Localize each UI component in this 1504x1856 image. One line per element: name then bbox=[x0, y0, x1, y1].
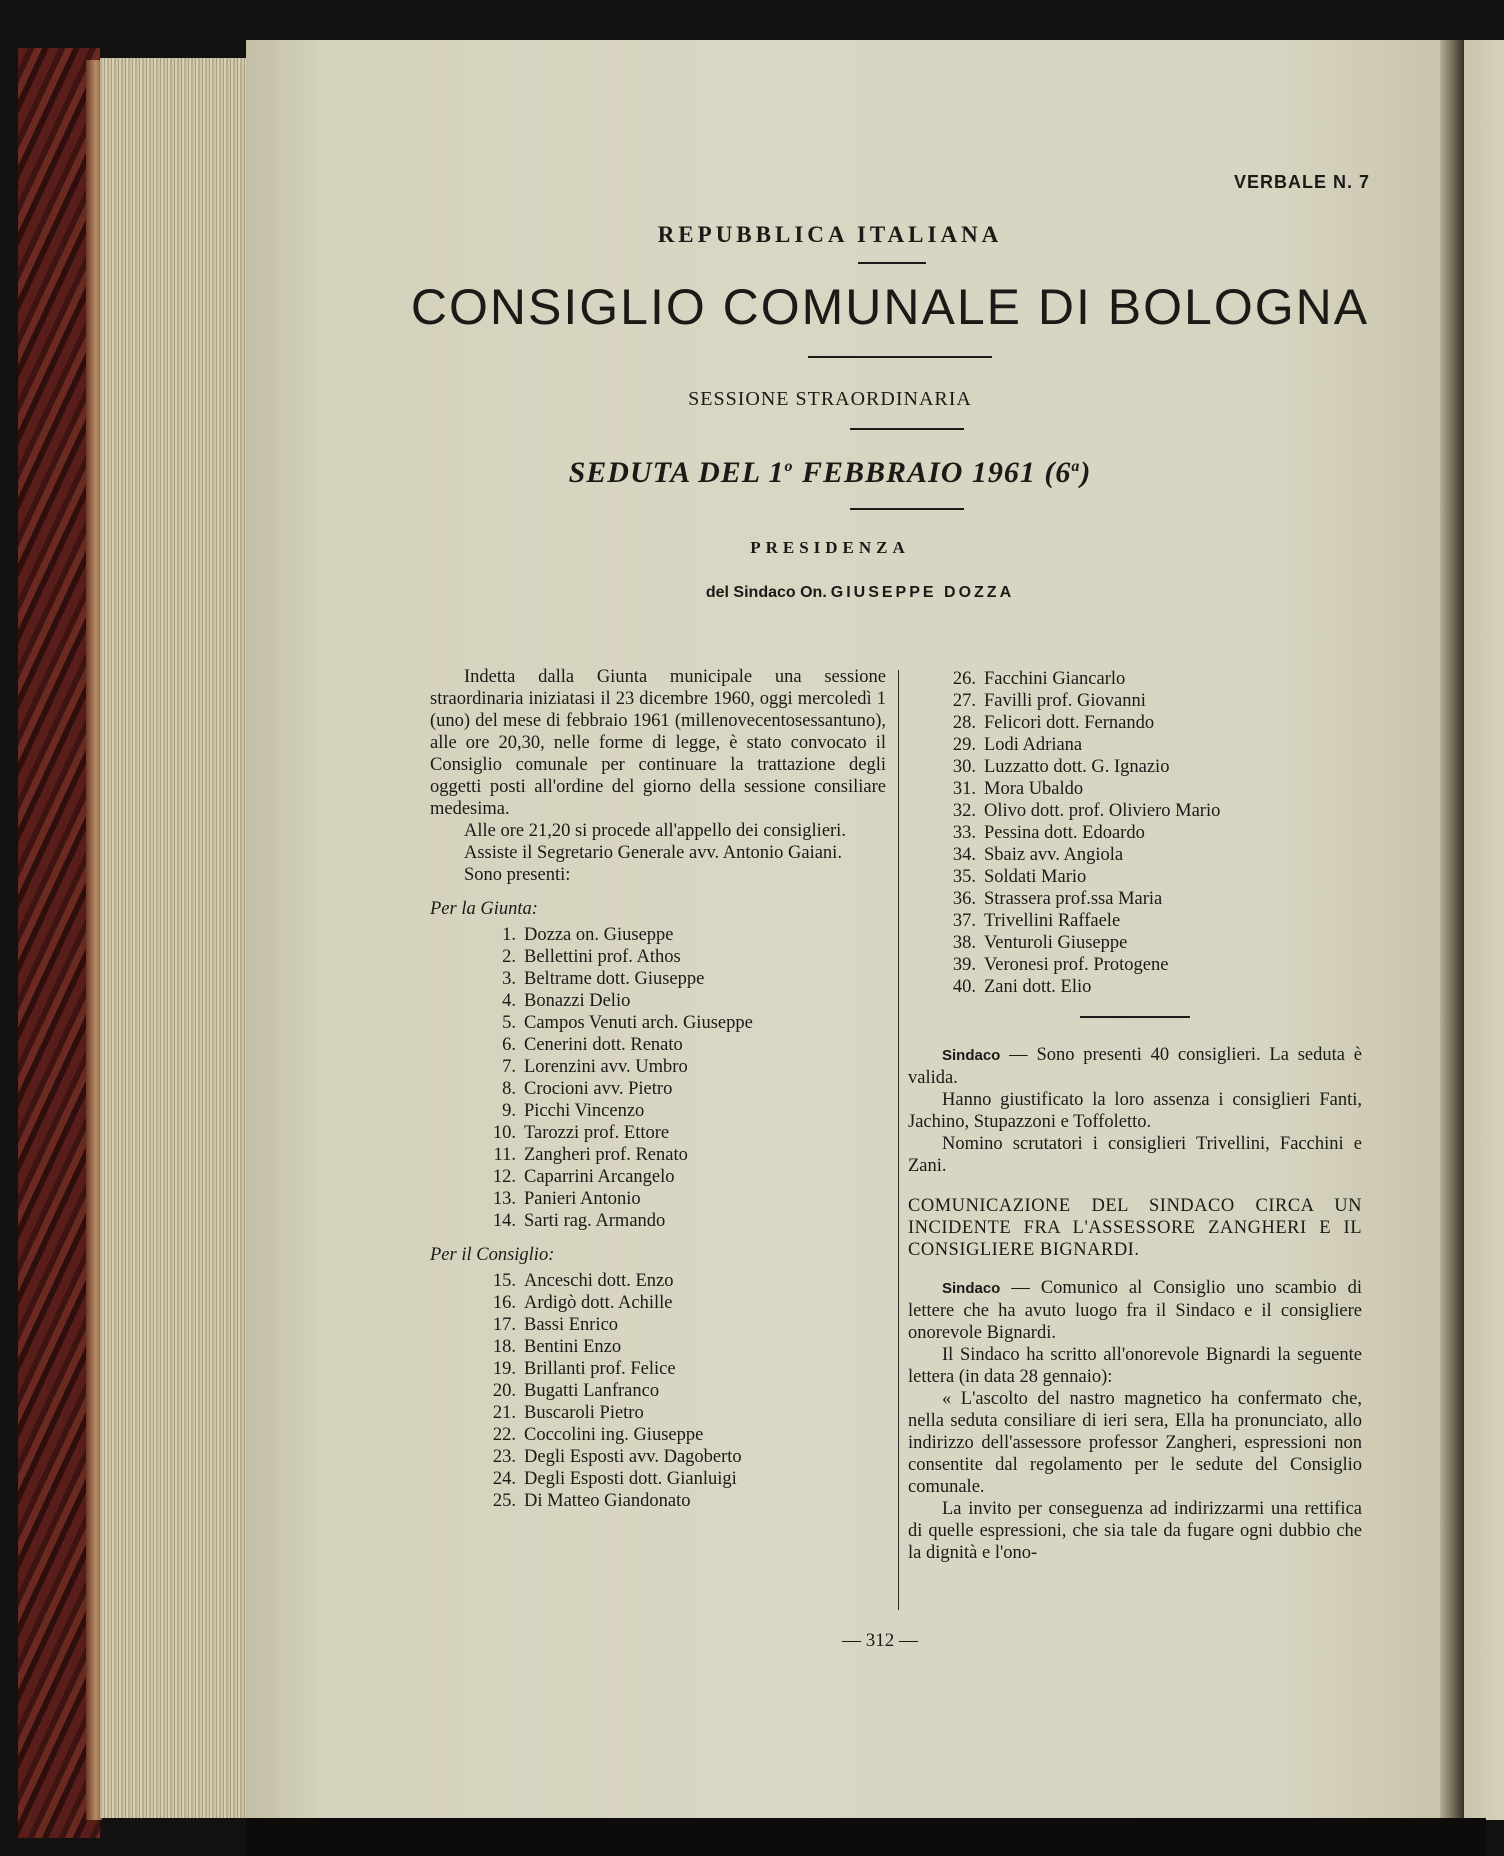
item-number: 3. bbox=[502, 969, 516, 989]
list-item bbox=[480, 946, 886, 968]
item-number: 37. bbox=[952, 911, 976, 931]
item-name: Trivellini Raffaele bbox=[984, 911, 1121, 931]
item-number: 17. bbox=[492, 1315, 516, 1335]
item-name: Strassera prof.ssa Maria bbox=[984, 889, 1163, 909]
item-name: Degli Esposti dott. Gianluigi bbox=[524, 1469, 737, 1489]
lettera-intro-paragraph: Il Sindaco ha scritto all'onorevole Bignardi la seguente lettera (in data 28 gennaio): bbox=[908, 1345, 1362, 1387]
list-item bbox=[940, 866, 1360, 888]
scrutatori-paragraph: Nomino scrutatori i consiglieri Trivellini, Facchini e Zani. bbox=[908, 1134, 1362, 1176]
item-number: 1. bbox=[502, 925, 516, 945]
segretario-paragraph: Assiste il Segretario Generale avv. Antonio Gaiani. bbox=[464, 843, 842, 863]
item-name: Veronesi prof. Protogene bbox=[984, 955, 1169, 975]
list-item bbox=[480, 968, 886, 990]
list-item bbox=[940, 844, 1360, 866]
item-name: Bugatti Lanfranco bbox=[524, 1381, 660, 1401]
list-item bbox=[480, 1144, 886, 1166]
item-name: Lodi Adriana bbox=[984, 735, 1083, 755]
item-name: Tarozzi prof. Ettore bbox=[524, 1123, 670, 1143]
item-name: Buscaroli Pietro bbox=[524, 1403, 644, 1423]
item-number: 23. bbox=[492, 1447, 516, 1467]
divider-rule bbox=[850, 428, 964, 430]
list-item bbox=[480, 1122, 886, 1144]
intro-paragraph: Indetta dalla Giunta municipale una sessione straordinaria iniziatasi il 23 dicembre 1960, oggi mercoledì 1 (uno) del mese di febbraio 1961 (millenovecentosessantuno), alle ore 20,30, nelle forme di legge, è stato convocato il Consiglio comunale per continuare la trattazione degli oggetti posti all'ordine del giorno della sessione consiliare medesima. bbox=[430, 667, 886, 819]
item-number: 12. bbox=[492, 1167, 516, 1187]
item-number: 10. bbox=[492, 1123, 516, 1143]
seduta-date: FEBBRAIO 1961 (6 bbox=[793, 456, 1072, 489]
item-name: Favilli prof. Giovanni bbox=[984, 691, 1146, 711]
item-name: Soldati Mario bbox=[984, 867, 1087, 887]
list-item bbox=[480, 1380, 886, 1402]
verbale-number: VERBALE N. 7 bbox=[1233, 172, 1370, 192]
item-number: 13. bbox=[492, 1189, 516, 1209]
list-item bbox=[940, 888, 1360, 910]
item-name: Beltrame dott. Giuseppe bbox=[524, 969, 705, 989]
session-title: SESSIONE STRAORDINARIA bbox=[688, 388, 972, 410]
facing-page-edge bbox=[1464, 40, 1504, 1820]
item-name: Bonazzi Delio bbox=[524, 991, 631, 1011]
item-number: 4. bbox=[502, 991, 516, 1011]
item-number: 16. bbox=[492, 1293, 516, 1313]
list-item bbox=[480, 1336, 886, 1358]
item-name: Olivo dott. prof. Oliviero Mario bbox=[984, 801, 1221, 821]
consiglio-label: Per il Consiglio: bbox=[430, 1245, 555, 1265]
item-number: 34. bbox=[952, 845, 976, 865]
list-item bbox=[480, 1078, 886, 1100]
item-name: Di Matteo Giandonato bbox=[524, 1491, 691, 1511]
item-number: 28. bbox=[952, 713, 976, 733]
list-end-rule bbox=[1080, 1016, 1190, 1018]
item-name: Bentini Enzo bbox=[524, 1337, 622, 1357]
list-item bbox=[480, 1292, 886, 1314]
item-number: 31. bbox=[952, 779, 976, 799]
presenti-paragraph: Sono presenti: bbox=[464, 865, 571, 885]
republic-title: REPUBBLICA ITALIANA bbox=[657, 222, 1003, 247]
speaker-label: Sindaco bbox=[942, 1280, 1001, 1297]
item-number: 38. bbox=[952, 933, 976, 953]
lettera-paragraph-2: La invito per conseguenza ad indirizzarmi una rettifica di quelle espressioni, che sia tale da fugare ogni dubbio che la dignità e l'ono- bbox=[908, 1499, 1362, 1563]
item-name: Picchi Vincenzo bbox=[524, 1101, 645, 1121]
item-name: Coccolini ing. Giuseppe bbox=[524, 1425, 704, 1445]
list-item bbox=[480, 1056, 886, 1078]
item-name: Bassi Enrico bbox=[524, 1315, 619, 1335]
list-item bbox=[940, 910, 1360, 932]
presidenza-label: PRESIDENZA bbox=[750, 538, 910, 557]
list-item bbox=[940, 932, 1360, 954]
item-name: Panieri Antonio bbox=[524, 1189, 641, 1209]
item-number: 40. bbox=[952, 977, 976, 997]
item-name: Campos Venuti arch. Giuseppe bbox=[524, 1013, 753, 1033]
seduta-title bbox=[480, 456, 1180, 490]
consiglio-list-continued bbox=[940, 668, 1360, 998]
list-item bbox=[480, 924, 886, 946]
item-number: 8. bbox=[502, 1079, 516, 1099]
item-name: Bellettini prof. Athos bbox=[524, 947, 681, 967]
list-item bbox=[940, 778, 1360, 800]
item-number: 27. bbox=[952, 691, 976, 711]
list-item bbox=[480, 1446, 886, 1468]
list-item bbox=[940, 712, 1360, 734]
speaker-label: Sindaco bbox=[942, 1047, 1001, 1064]
column-divider bbox=[898, 670, 899, 1610]
item-number: 21. bbox=[492, 1403, 516, 1423]
list-item bbox=[480, 1424, 886, 1446]
paragraph-text: — Sono presenti 40 consiglieri. La seduta è valida. bbox=[908, 1045, 1362, 1088]
right-column-body bbox=[908, 1044, 1362, 1564]
list-item bbox=[940, 954, 1360, 976]
item-name: Felicori dott. Fernando bbox=[984, 713, 1155, 733]
list-item bbox=[940, 668, 1360, 690]
list-item bbox=[480, 1358, 886, 1380]
lettera-paragraph-1: « L'ascolto del nastro magnetico ha confermato che, nella seduta consiliare di ieri sera, Ella ha pronunciato, allo indirizzo dell'assessore professor Zangheri, espressioni non consentite dal regolamento per le sedute del Consiglio comunale. bbox=[908, 1389, 1362, 1497]
seduta-sup: o bbox=[784, 458, 794, 475]
item-number: 5. bbox=[502, 1013, 516, 1033]
list-item bbox=[940, 800, 1360, 822]
item-number: 6. bbox=[502, 1035, 516, 1055]
list-item bbox=[940, 756, 1360, 778]
divider-rule bbox=[808, 356, 992, 358]
item-name: Zani dott. Elio bbox=[984, 977, 1092, 997]
item-name: Degli Esposti avv. Dagoberto bbox=[524, 1447, 742, 1467]
list-item bbox=[480, 1188, 886, 1210]
seduta-close: ) bbox=[1080, 456, 1092, 489]
list-item bbox=[940, 690, 1360, 712]
item-number: 20. bbox=[492, 1381, 516, 1401]
item-number: 39. bbox=[952, 955, 976, 975]
list-item bbox=[480, 1166, 886, 1188]
item-number: 15. bbox=[492, 1271, 516, 1291]
giunta-label: Per la Giunta: bbox=[430, 899, 538, 919]
president-prefix: del Sindaco On. bbox=[705, 584, 827, 601]
president-name: GIUSEPPE DOZZA bbox=[830, 584, 1015, 601]
item-number: 2. bbox=[502, 947, 516, 967]
item-name: Ardigò dott. Achille bbox=[524, 1293, 673, 1313]
list-item bbox=[940, 734, 1360, 756]
item-name: Dozza on. Giuseppe bbox=[524, 925, 674, 945]
item-number: 24. bbox=[492, 1469, 516, 1489]
president-line bbox=[600, 584, 1120, 602]
item-number: 18. bbox=[492, 1337, 516, 1357]
item-name: Lorenzini avv. Umbro bbox=[524, 1057, 688, 1077]
divider-rule bbox=[858, 262, 926, 264]
assenze-paragraph: Hanno giustificato la loro assenza i consiglieri Fanti, Jachino, Stupazzoni e Toffoletto. bbox=[908, 1090, 1362, 1132]
item-name: Facchini Giancarlo bbox=[984, 669, 1126, 689]
item-name: Caparrini Arcangelo bbox=[524, 1167, 675, 1187]
item-name: Cenerini dott. Renato bbox=[524, 1035, 683, 1055]
list-item bbox=[480, 1012, 886, 1034]
divider-rule bbox=[850, 508, 964, 510]
item-number: 29. bbox=[952, 735, 976, 755]
section-heading: COMUNICAZIONE DEL SINDACO CIRCA UN INCIDENTE FRA L'ASSESSORE ZANGHERI E IL CONSIGLIERE BIGNARDI. bbox=[908, 1196, 1362, 1260]
list-item bbox=[480, 1490, 886, 1512]
item-name: Zangheri prof. Renato bbox=[524, 1145, 688, 1165]
list-item bbox=[940, 976, 1360, 998]
item-name: Crocioni avv. Pietro bbox=[524, 1079, 673, 1099]
scan-background bbox=[246, 1818, 1486, 1856]
list-item bbox=[480, 1100, 886, 1122]
item-name: Sarti rag. Armando bbox=[524, 1211, 666, 1231]
item-number: 7. bbox=[502, 1057, 516, 1077]
list-item bbox=[940, 822, 1360, 844]
consiglio-list bbox=[480, 1270, 886, 1512]
item-number: 36. bbox=[952, 889, 976, 909]
council-title: CONSIGLIO COMUNALE DI BOLOGNA bbox=[410, 279, 1370, 335]
item-number: 26. bbox=[952, 669, 976, 689]
item-name: Brillanti prof. Felice bbox=[524, 1359, 676, 1379]
appello-paragraph: Alle ore 21,20 si procede all'appello dei consiglieri. bbox=[464, 821, 846, 841]
item-number: 35. bbox=[952, 867, 976, 887]
item-name: Venturoli Giuseppe bbox=[984, 933, 1128, 953]
item-number: 11. bbox=[493, 1145, 516, 1165]
list-item bbox=[480, 990, 886, 1012]
item-number: 14. bbox=[492, 1211, 516, 1231]
page-stack-edges bbox=[100, 58, 250, 1818]
paragraph-text: — Comunico al Consiglio uno scambio di lettere che ha avuto luogo fra il Sindaco e il consigliere onorevole Bignardi. bbox=[908, 1278, 1362, 1343]
page-number: — 312 — bbox=[842, 1630, 918, 1651]
left-column bbox=[430, 666, 886, 1512]
item-number: 19. bbox=[492, 1359, 516, 1379]
list-item bbox=[480, 1034, 886, 1056]
item-name: Mora Ubaldo bbox=[984, 779, 1084, 799]
item-name: Luzzatto dott. G. Ignazio bbox=[984, 757, 1170, 777]
sindaco-paragraph-2 bbox=[908, 1277, 1362, 1344]
item-number: 25. bbox=[492, 1491, 516, 1511]
seduta-ordinal: a bbox=[1071, 458, 1081, 475]
book-gutter bbox=[1440, 40, 1466, 1820]
list-item bbox=[480, 1210, 886, 1232]
item-number: 33. bbox=[952, 823, 976, 843]
sindaco-paragraph-1 bbox=[908, 1044, 1362, 1089]
item-number: 9. bbox=[502, 1101, 516, 1121]
item-name: Pessina dott. Edoardo bbox=[984, 823, 1145, 843]
list-item bbox=[480, 1468, 886, 1490]
item-number: 32. bbox=[952, 801, 976, 821]
item-number: 22. bbox=[492, 1425, 516, 1445]
seduta-main: SEDUTA DEL 1 bbox=[568, 456, 785, 489]
list-item bbox=[480, 1314, 886, 1336]
giunta-list bbox=[480, 924, 886, 1232]
item-name: Sbaiz avv. Angiola bbox=[984, 845, 1124, 865]
list-item bbox=[480, 1402, 886, 1424]
item-number: 30. bbox=[952, 757, 976, 777]
list-item bbox=[480, 1270, 886, 1292]
item-name: Anceschi dott. Enzo bbox=[524, 1271, 674, 1291]
